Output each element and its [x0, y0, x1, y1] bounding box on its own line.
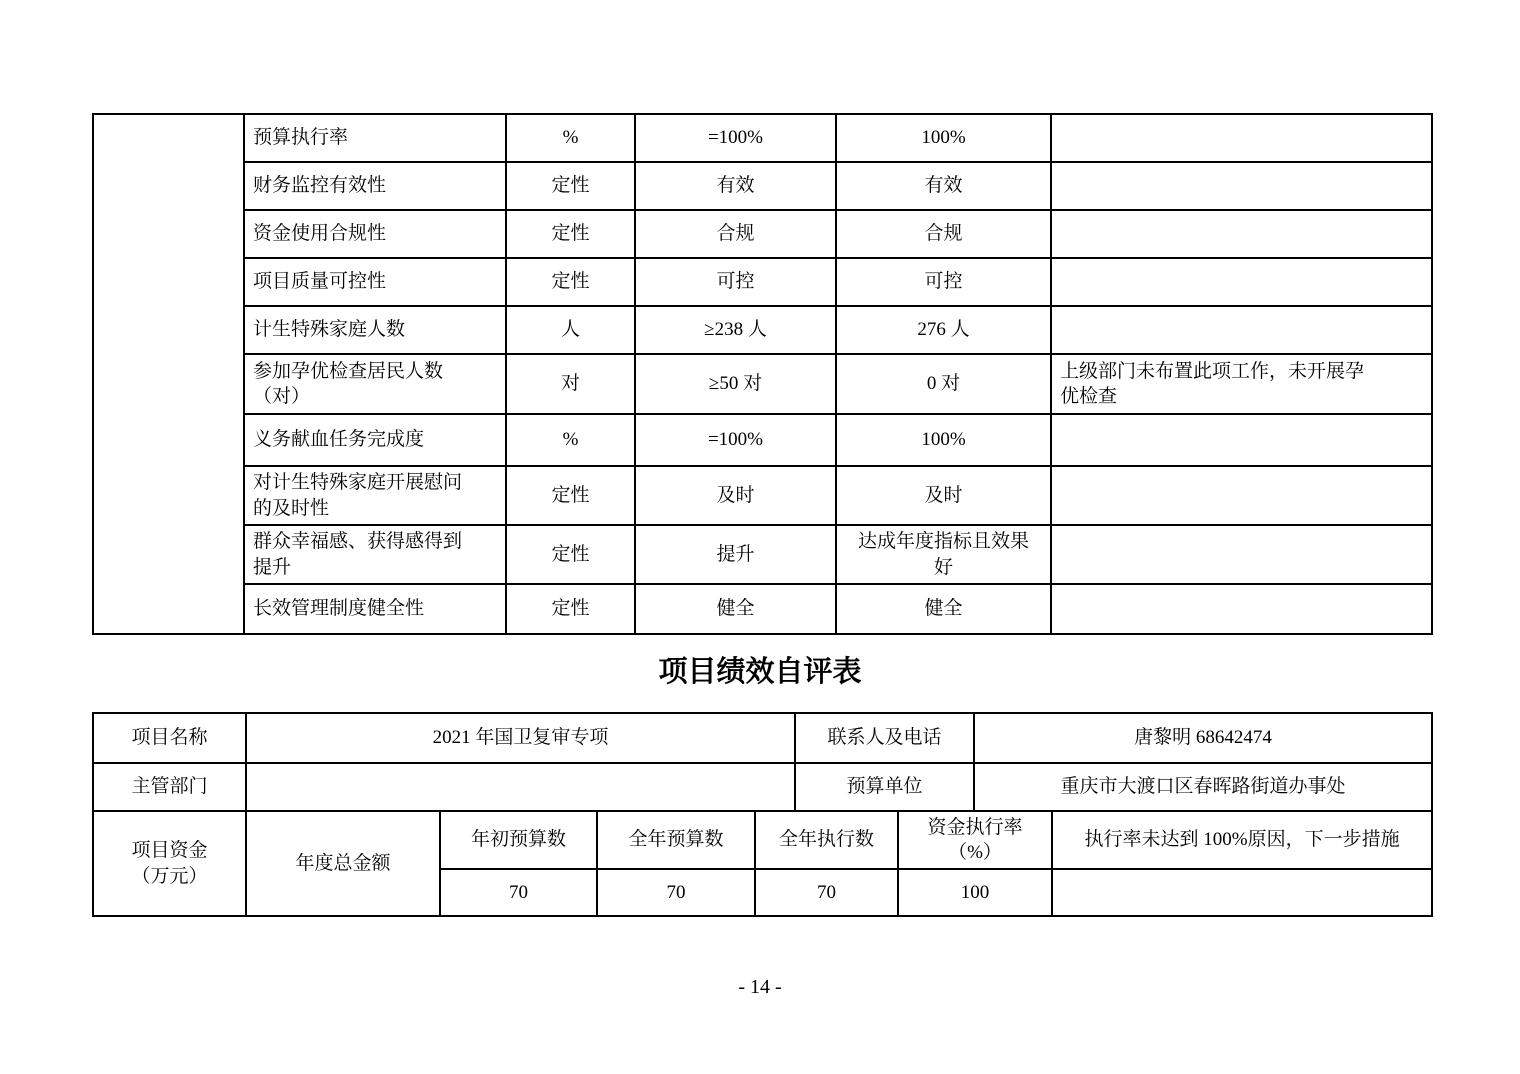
unit-cell: % [506, 414, 635, 466]
actual-line: 可控 [924, 271, 963, 293]
remark-cell [1051, 414, 1432, 466]
remark-cell [1051, 114, 1432, 162]
indicator-name-line: 参加孕优检查居民人数 [253, 360, 444, 382]
remark-cell [1051, 210, 1432, 258]
actual-cell [836, 258, 1051, 306]
target-cell: 健全 [635, 584, 836, 634]
remark-cell [1051, 525, 1432, 584]
indicator-name-line: 义务献血任务完成度 [253, 429, 425, 451]
indicator-name-line: 对计生特殊家庭开展慰问 [253, 472, 463, 494]
unit-cell: 定性 [506, 210, 635, 258]
indicator-name-cell [244, 306, 506, 354]
indicator-row [93, 525, 1432, 584]
unit-cell: 定性 [506, 466, 635, 525]
indicator-row [93, 414, 1432, 466]
table-row [93, 811, 1432, 869]
actual-line: 100% [921, 127, 966, 149]
target-cell: 提升 [635, 525, 836, 584]
initial-budget-value: 70 [440, 869, 597, 916]
actual-line: 有效 [924, 175, 963, 197]
indicator-name-line: 项目质量可控性 [253, 271, 387, 293]
unit-cell: 定性 [506, 258, 635, 306]
contact-label: 联系人及电话 [795, 713, 974, 763]
annual-budget-header: 全年预算数 [597, 811, 755, 869]
annual-total-label: 年度总金额 [246, 811, 440, 916]
actual-cell [836, 306, 1051, 354]
unit-cell: 定性 [506, 162, 635, 210]
actual-cell [836, 584, 1051, 634]
indicator-name-cell [244, 114, 506, 162]
indicator-row [93, 354, 1432, 414]
indicator-name-cell [244, 258, 506, 306]
indicator-name-line: 提升 [253, 556, 292, 578]
actual-line: 276 人 [917, 319, 970, 341]
target-cell: 及时 [635, 466, 836, 525]
indicator-row [93, 584, 1432, 634]
actual-line: 达成年度指标且效果 [857, 531, 1029, 553]
unit-cell: 对 [506, 354, 635, 414]
indicator-name-line: 财务监控有效性 [253, 175, 387, 197]
actual-cell [836, 414, 1051, 466]
execution-rate-header [898, 811, 1052, 869]
department-value [246, 763, 795, 811]
target-cell: ≥238 人 [635, 306, 836, 354]
remark-cell [1051, 584, 1432, 634]
actual-cell [836, 525, 1051, 584]
indicator-name-cell [244, 414, 506, 466]
budget-unit-value: 重庆市大渡口区春晖路街道办事处 [974, 763, 1432, 811]
target-cell: 有效 [635, 162, 836, 210]
unit-cell: 定性 [506, 584, 635, 634]
indicator-name-cell [244, 584, 506, 634]
execution-rate-header-line: 资金执行率 [927, 816, 1023, 838]
remark-cell [1051, 258, 1432, 306]
target-cell: 可控 [635, 258, 836, 306]
actual-line: 好 [933, 556, 953, 578]
indicator-row [93, 466, 1432, 525]
remark-cell [1051, 466, 1432, 525]
annual-budget-value: 70 [597, 869, 755, 916]
contact-value: 唐黎明 68642474 [974, 713, 1432, 763]
remark-cell [1051, 306, 1432, 354]
indicator-name-cell [244, 162, 506, 210]
actual-cell [836, 466, 1051, 525]
target-cell: 合规 [635, 210, 836, 258]
indicator-name-line: 长效管理制度健全性 [253, 598, 425, 620]
indicator-name-cell [244, 466, 506, 525]
table-row [93, 763, 1432, 811]
actual-cell [836, 114, 1051, 162]
indicator-row [93, 114, 1432, 162]
indicator-name-line: 预算执行率 [253, 127, 349, 149]
actual-cell [836, 162, 1051, 210]
actual-line: 健全 [924, 598, 963, 620]
indicator-row [93, 162, 1432, 210]
project-name-value: 2021 年国卫复审专项 [246, 713, 795, 763]
annual-execution-value: 70 [755, 869, 898, 916]
project-name-label: 项目名称 [93, 713, 246, 763]
indicator-row [93, 306, 1432, 354]
table-row [93, 713, 1432, 763]
indicator-row [93, 258, 1432, 306]
target-cell: ≥50 对 [635, 354, 836, 414]
indicator-name-cell [244, 525, 506, 584]
actual-line: 0 对 [926, 373, 961, 395]
indicator-row [93, 210, 1432, 258]
page-number: - 14 - [738, 976, 782, 998]
funding-label-line: 项目资金 [131, 840, 208, 862]
unit-cell: 人 [506, 306, 635, 354]
execution-rate-header-line: （%） [948, 842, 1002, 863]
remark-cell [1051, 354, 1432, 414]
actual-line: 100% [921, 429, 966, 451]
unit-cell: % [506, 114, 635, 162]
indicator-name-line: 群众幸福感、获得感得到 [253, 531, 463, 553]
funding-label-line: （万元） [131, 865, 208, 887]
performance-indicator-table [92, 113, 1433, 635]
target-cell: =100% [635, 414, 836, 466]
actual-line: 合规 [924, 223, 963, 245]
target-cell: =100% [635, 114, 836, 162]
initial-budget-header: 年初预算数 [440, 811, 597, 869]
unit-cell: 定性 [506, 525, 635, 584]
reason-value [1052, 869, 1432, 916]
indicator-name-line: 的及时性 [253, 497, 330, 519]
actual-line: 及时 [924, 484, 963, 506]
self-eval-table [92, 712, 1433, 917]
reason-header: 执行率未达到 100%原因，下一步措施 [1052, 811, 1432, 869]
department-label: 主管部门 [93, 763, 246, 811]
indicator-name-line: 资金使用合规性 [253, 223, 387, 245]
funding-label [93, 811, 246, 916]
indicator-name-cell [244, 354, 506, 414]
indicator-name-line: （对） [253, 386, 311, 407]
budget-unit-label: 预算单位 [795, 763, 974, 811]
remark-cell [1051, 162, 1432, 210]
remark-line: 上级部门未布置此项工作，未开展孕 [1060, 360, 1365, 382]
remark-line: 优检查 [1060, 386, 1118, 407]
actual-cell [836, 210, 1051, 258]
self-eval-table-title: 项目绩效自评表 [658, 656, 862, 688]
actual-cell [836, 354, 1051, 414]
category-spacer-cell [93, 114, 244, 634]
indicator-name-line: 计生特殊家庭人数 [253, 319, 406, 341]
annual-execution-header: 全年执行数 [755, 811, 898, 869]
execution-rate-value: 100 [898, 869, 1052, 916]
indicator-name-cell [244, 210, 506, 258]
